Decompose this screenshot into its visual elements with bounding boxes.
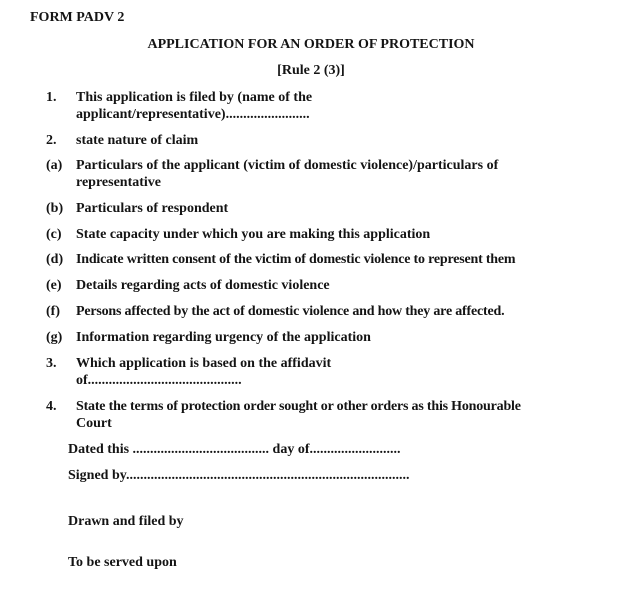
item-a-line-1: Particulars of the applicant (victim of domestic violence)/particulars of bbox=[76, 158, 499, 173]
item-4-marker: 4. bbox=[46, 399, 57, 414]
item-3-marker: 3. bbox=[46, 356, 57, 371]
drawn-and-filed-by: Drawn and filed by bbox=[68, 514, 184, 529]
item-e-marker: (e) bbox=[46, 278, 62, 293]
item-3-line-1: Which application is based on the affidavit bbox=[76, 356, 332, 371]
item-b-marker: (b) bbox=[46, 201, 64, 216]
item-1-line-2: applicant/representative)........................ bbox=[76, 107, 310, 122]
to-be-served-upon: To be served upon bbox=[68, 555, 177, 570]
item-f-marker: (f) bbox=[46, 304, 60, 319]
item-4-line-2: Court bbox=[76, 416, 112, 431]
item-c-marker: (c) bbox=[46, 227, 62, 242]
item-a-line-2: representative bbox=[76, 175, 162, 190]
item-2-line-1: state nature of claim bbox=[76, 133, 199, 148]
item-g-marker: (g) bbox=[46, 330, 63, 345]
rule-reference: [Rule 2 (3)] bbox=[277, 63, 345, 78]
item-4-line-1: State the terms of protection order sought or other orders as this Honourable bbox=[76, 399, 521, 414]
item-3-line-2: of............................................ bbox=[76, 373, 242, 388]
dated-line: Dated this ....................................... day of.......................... bbox=[68, 442, 401, 457]
item-c-line-1: State capacity under which you are making this application bbox=[76, 227, 431, 242]
item-d-marker: (d) bbox=[46, 252, 64, 267]
item-e-line-1: Details regarding acts of domestic violence bbox=[76, 278, 330, 293]
form-title: APPLICATION FOR AN ORDER OF PROTECTION bbox=[147, 37, 475, 52]
item-d-line-1: Indicate written consent of the victim of domestic violence to represent them bbox=[76, 252, 516, 267]
item-1-line-1: This application is filed by (name of the bbox=[76, 90, 313, 105]
item-2-marker: 2. bbox=[46, 133, 57, 148]
item-1-marker: 1. bbox=[46, 90, 57, 105]
item-a-marker: (a) bbox=[46, 158, 63, 173]
item-b-line-1: Particulars of respondent bbox=[76, 201, 229, 216]
item-g-line-1: Information regarding urgency of the application bbox=[76, 330, 371, 345]
signed-line: Signed by................................................................................. bbox=[68, 468, 410, 483]
item-f-line-1: Persons affected by the act of domestic violence and how they are affected. bbox=[76, 304, 505, 319]
form-code: FORM PADV 2 bbox=[30, 10, 125, 25]
